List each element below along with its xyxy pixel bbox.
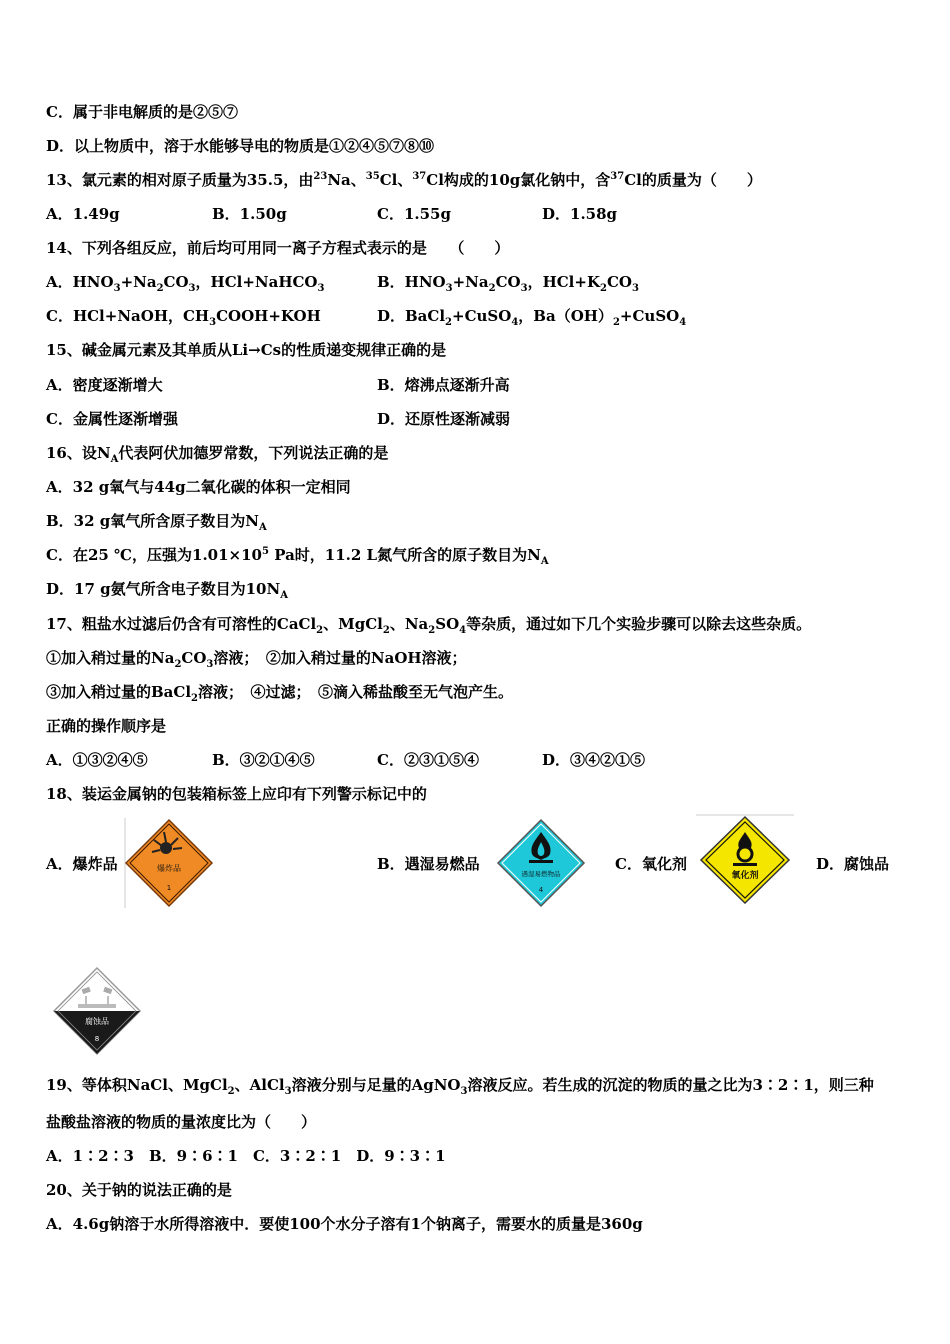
q13-stem: 13、氯元素的相对原子质量为35.5，由$^{23}$Na、$^{35}$Cl、$^{37}$Cl构成的10g氯化钠中，含$^{37}$Cl的质量为（ ） (46, 171, 762, 189)
q15-option-c: C．金属性逐渐增强 (46, 410, 178, 428)
q17-option-d: D．③④②①⑤ (542, 751, 646, 769)
q15-option-a: A．密度逐渐增大 (46, 376, 163, 394)
explosive-sign-label: 爆炸品 (157, 864, 181, 873)
q17-option-a: A．①③②④⑤ (46, 751, 148, 769)
water-reactive-sign (496, 818, 586, 908)
q20-stem: 20、关于钠的说法正确的是 (46, 1181, 232, 1199)
corrosive-sign-label: 腐蚀品 (85, 1017, 109, 1026)
corrosive-sign-number: 8 (94, 1035, 100, 1043)
q14-stem: 14、下列各组反应，前后均可用同一离子方程式表示的是 （ ） (46, 239, 510, 257)
q16-stem: 16、设$N_A$代表阿伏加德罗常数，下列说法正确的是 (46, 444, 389, 465)
q14-option-c: C．HCl+NaOH，$CH_3COOH+KOH$ (46, 307, 321, 328)
q15-option-d: D．还原性逐渐减弱 (377, 410, 511, 428)
explosive-sign (124, 818, 214, 908)
q18-option-d: D．腐蚀品 (816, 855, 890, 873)
water-reactive-sign-label: 遇湿易燃物品 (521, 870, 561, 878)
q12-option-d: D．以上物质中，溶于水能够导电的物质是①②④⑤⑦⑧⑩ (46, 137, 435, 155)
q16-option-d: D．17 g氨气所含电子数目为$10N_A$ (46, 580, 288, 601)
q17-stem: 17、粗盐水过滤后仍含有可溶性的CaCl$_2$、MgCl$_2$、$Na_2SO_4$等杂质，通过如下几个实验步骤可以除去这些杂质。 (46, 615, 812, 636)
q17-option-c: C．②③①⑤④ (377, 751, 479, 769)
q16-option-c: C．在25 ℃，压强为$1.01\times 10^5$ Pa时，11.2 L氮气所含的原子数目为$N_A$ (46, 546, 549, 567)
q16-option-b: B．32 g氧气所含原子数目为$N_A$ (46, 512, 267, 533)
q20-option-a: A．4.6g钠溶于水所得溶液中．要使100个水分子溶有1个钠离子，需要水的质量是360g (46, 1215, 643, 1233)
q13-option-c: C．1.55g (377, 205, 451, 223)
q12-option-c: C．属于非电解质的是②⑤⑦ (46, 103, 238, 121)
q18-option-b: B．遇湿易燃品 (377, 855, 480, 873)
q14-option-a: A．$HNO_3+Na_2CO_3$，HCl+NaHCO$_3$ (46, 273, 325, 294)
oxidizer-sign (696, 814, 794, 904)
q15-option-b: B．熔沸点逐渐升高 (377, 376, 510, 394)
q13-option-d: D．1.58g (542, 205, 618, 223)
q18-stem: 18、装运金属钠的包装箱标签上应印有下列警示标记中的 (46, 785, 427, 803)
q17-option-b: B．③②①④⑤ (212, 751, 315, 769)
q19-stem-line2: 盐酸盐溶液的物质的量浓度比为（ ） (46, 1113, 317, 1131)
corrosive-sign (52, 966, 142, 1056)
q17-steps-3-5: ③加入稍过量的BaCl$_2$溶液； ④过滤； ⑤滴入稀盐酸至无气泡产生。 (46, 683, 514, 704)
q19-stem-line1: 19、等体积NaCl、MgCl$_2$、AlCl$_3$溶液分别与足量的AgNO$_3$溶液反应。若生成的沉淀的物质的量之比为3∶2∶1，则三种 (46, 1076, 874, 1097)
q14-option-b: B．$HNO_3+Na_2CO_3$，$HCl+K_2CO_3$ (377, 273, 639, 294)
oxidizer-sign-label: 氧化剂 (731, 871, 759, 881)
q13-option-b: B．1.50g (212, 205, 287, 223)
q16-option-a: A．32 g氧气与44g二氧化碳的体积一定相同 (46, 478, 351, 496)
q18-option-a: A．爆炸品 (46, 855, 118, 873)
q19-options: A．1∶2∶3 B．9∶6∶1 C．3∶2∶1 D．9∶3∶1 (46, 1147, 446, 1165)
q15-stem: 15、碱金属元素及其单质从Li→Cs的性质递变规律正确的是 (46, 341, 447, 359)
q17-ask: 正确的操作顺序是 (46, 717, 167, 735)
q14-option-d: D．BaCl$_2$+CuSO$_4$，$Ba(OH)_2+CuSO_4$ (377, 307, 687, 328)
q13-option-a: A．1.49g (46, 205, 120, 223)
q17-steps-1-2: ①加入稍过量的$Na_2CO_3$溶液； ②加入稍过量的NaOH溶液； (46, 649, 467, 670)
q18-option-c: C．氧化剂 (615, 855, 687, 873)
explosive-sign-number: 1 (166, 884, 172, 892)
water-reactive-sign-number: 4 (538, 886, 544, 894)
